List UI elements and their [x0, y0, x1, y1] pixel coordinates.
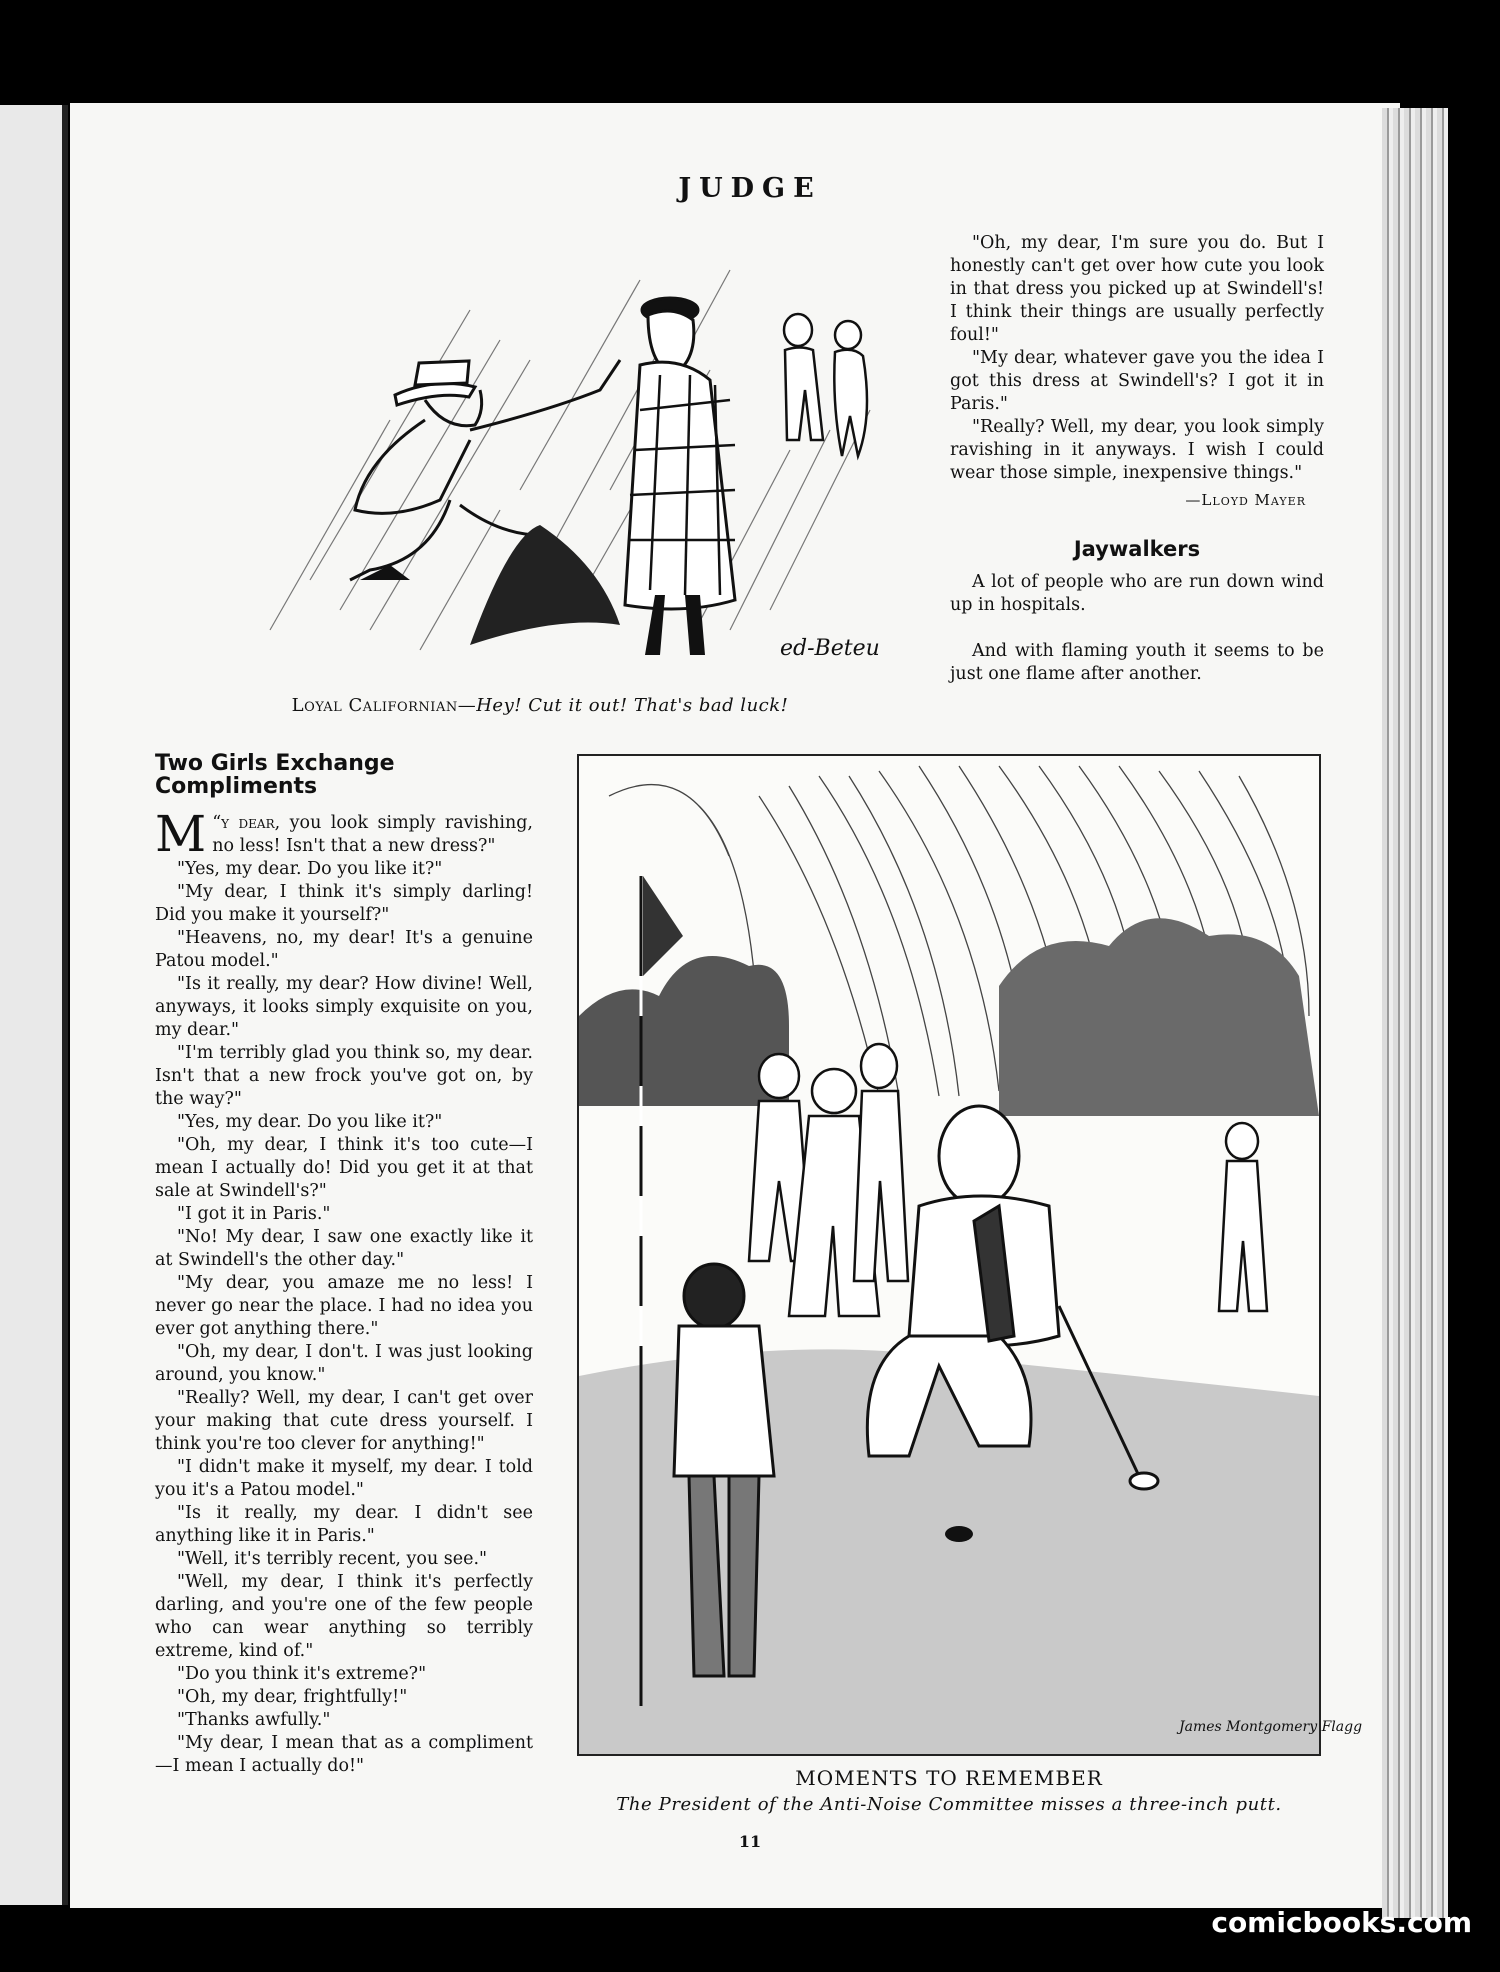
jaywalkers-paragraph: And with flaming youth it seems to be just one flame after another.	[950, 641, 1324, 684]
right-paragraph: "Really? Well, my dear, you look simply ravishing in it anyways. I wish I could wear those simple, inexpensive things."	[950, 417, 1324, 483]
caption-line: —Hey! Cut it out! That's bad luck!	[457, 695, 789, 716]
dialogue-line: "My dear, I mean that as a compliment—I mean I actually do!"	[155, 1733, 533, 1776]
dialogue-line: "My dear, you amaze me no less! I never go near the place. I had no idea you ever got anything there."	[155, 1273, 533, 1339]
opening-rest: you look simply ravishing, no less! Isn't that a new dress?"	[212, 813, 533, 856]
page-stack-edge	[1382, 108, 1448, 1918]
dialogue-line: "I got it in Paris."	[177, 1204, 331, 1224]
drop-cap: M	[155, 805, 207, 863]
dialogue-line: "I'm terribly glad you think so, my dear. Isn't that a new frock you've got on, by the way?"	[155, 1043, 533, 1109]
dialogue-line: "Well, my dear, I think it's perfectly darling, and you're one of the few people who can wear anything so terribly extreme, kind of."	[155, 1572, 533, 1661]
dialogue-line: "Yes, my dear. Do you like it?"	[177, 1112, 443, 1132]
page-number: 11	[738, 1832, 762, 1851]
cartoon-moments-to-remember	[577, 754, 1363, 1756]
jaywalkers-paragraph: A lot of people who are run down wind up in hospitals.	[950, 572, 1324, 615]
dialogue-line: "Really? Well, my dear, I can't get over your making that cute dress yourself. I think you're too clever for anything!"	[155, 1388, 533, 1454]
left-column	[155, 752, 533, 1778]
cartoon1-artist-signature: ed-Beteu	[780, 636, 880, 661]
compliments-heading: Two Girls Exchange Compliments	[155, 751, 395, 799]
dialogue-line: "Is it really, my dear. I didn't see anything like it in Paris."	[155, 1503, 533, 1546]
cartoon-loyal-californian	[170, 250, 910, 670]
dialogue-line: "Heavens, no, my dear! It's a genuine Patou model."	[155, 928, 533, 971]
right-paragraph: "Oh, my dear, I'm sure you do. But I honestly can't get over how cute you look in that dress you picked up at Swindell's! I think their things are usually perfectly foul!"	[950, 233, 1324, 345]
cartoon2-artist-signature: James Montgomery Flagg	[1179, 1719, 1363, 1735]
dialogue-line: "Well, it's terribly recent, you see."	[177, 1549, 488, 1569]
dialogue-line: "Thanks awfully."	[177, 1710, 331, 1730]
caption-speaker: Loyal Californian	[291, 695, 458, 716]
cartoon2-title: MOMENTS TO REMEMBER	[795, 1766, 1103, 1790]
dialogue-line: "Yes, my dear. Do you like it?"	[177, 859, 443, 879]
dialogue-line: "I didn't make it myself, my dear. I told you it's a Patou model."	[155, 1457, 533, 1500]
dialogue-line: "Is it really, my dear? How divine! Well, anyways, it looks simply exquisite on you, my dear."	[155, 974, 533, 1040]
opening-smallcaps: y dear,	[221, 813, 281, 833]
cartoon1-caption	[170, 695, 910, 716]
author-signature: —Lloyd Mayer	[1185, 491, 1306, 509]
opening-paragraph: “ M y dear, you look simply ravishing, no less! Isn't that a new dress?"	[155, 805, 533, 863]
dialogue-line: "Oh, my dear, frightfully!"	[177, 1687, 408, 1707]
right-paragraph: "My dear, whatever gave you the idea I got this dress at Swindell's? I got it in Paris."	[950, 348, 1324, 414]
right-column	[950, 232, 1324, 686]
cartoon2-subtitle: The President of the Anti-Noise Committee misses a three-inch putt.	[616, 1794, 1282, 1815]
masthead: JUDGE	[678, 173, 822, 204]
dialogue-line: "No! My dear, I saw one exactly like it at Swindell's the other day."	[155, 1227, 533, 1270]
dialogue-line: "My dear, I think it's simply darling! Did you make it yourself?"	[155, 882, 533, 925]
previous-page-edge	[0, 105, 68, 1905]
dialogue-line: "Oh, my dear, I don't. I was just looking around, you know."	[155, 1342, 533, 1385]
site-watermark: comicbooks.com	[1211, 1906, 1472, 1939]
jaywalkers-heading: Jaywalkers	[1073, 537, 1201, 561]
dialogue-line: "Do you think it's extreme?"	[177, 1664, 427, 1684]
dialogue-line: "Oh, my dear, I think it's too cute—I mean I actually do! Did you get it at that sale at Swindell's?"	[155, 1135, 533, 1201]
